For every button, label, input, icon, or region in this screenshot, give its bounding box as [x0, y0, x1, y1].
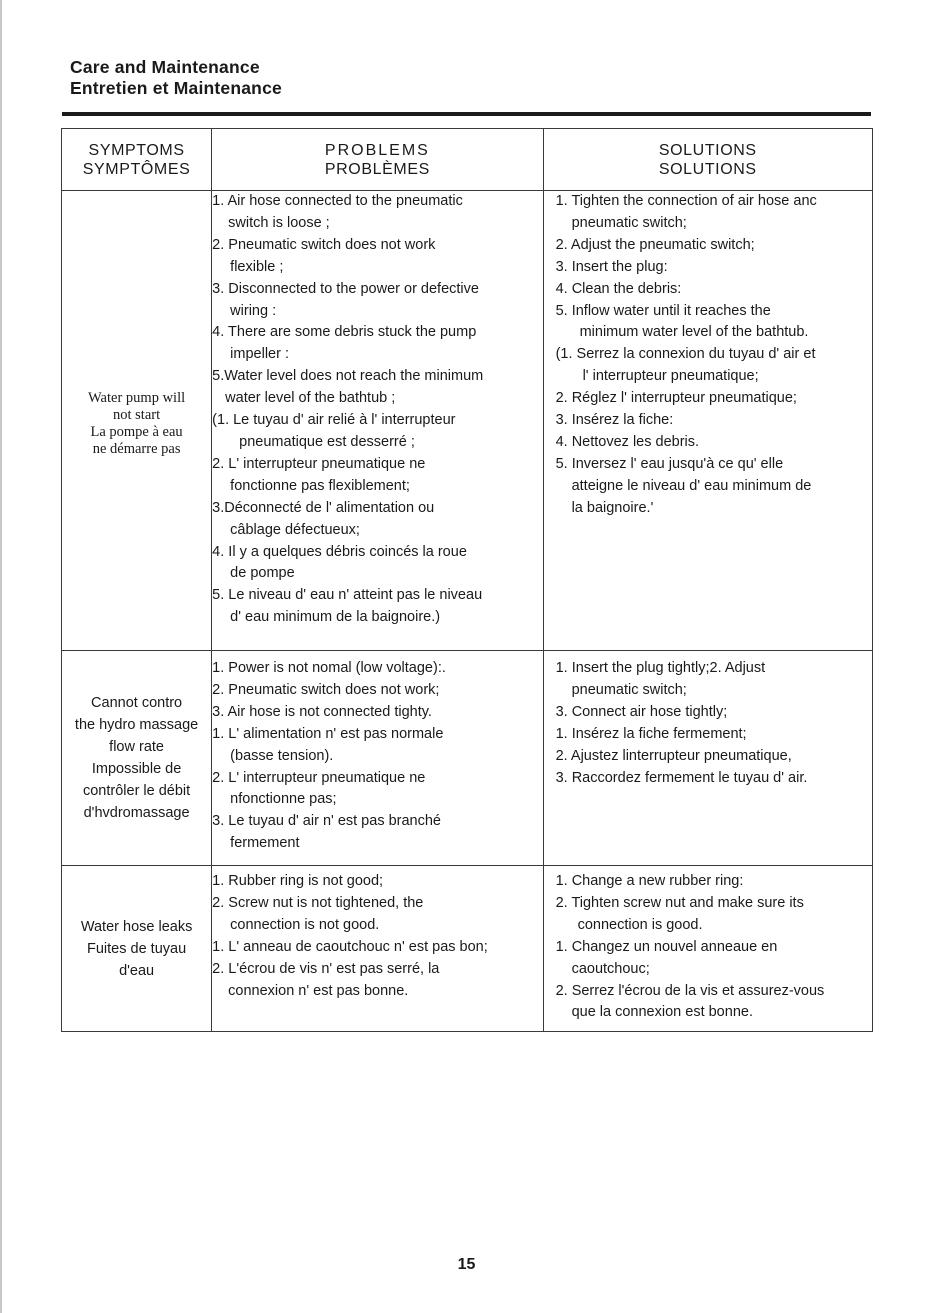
symptom-line: Fuites de tuyau	[87, 940, 187, 957]
problem-line: nfonctionne pas;	[230, 791, 337, 808]
solution-line: atteigne le niveau d' eau minimum de	[571, 477, 812, 494]
title-english: Care and Maintenance	[70, 57, 260, 77]
header-symptoms	[62, 129, 212, 191]
header-symptoms-en: SYMPTOMS	[88, 141, 185, 159]
header-solutions-en: SOLUTIONS	[658, 141, 757, 159]
solution-line: l' interrupteur pneumatique;	[582, 368, 759, 385]
solution-line: minimum water level of the bathtub.	[579, 324, 809, 341]
problem-line: 5. Le niveau d' eau n' atteint pas le niveau	[212, 587, 483, 604]
solution-line: 2. Tighten screw nut and make sure its	[555, 894, 804, 911]
solution-line: pneumatic switch;	[571, 214, 687, 231]
symptom-line: Impossible de	[91, 761, 182, 777]
header-solutions	[543, 129, 872, 191]
symptom-cell	[62, 191, 212, 651]
solution-line: connection is good.	[577, 916, 703, 933]
problem-line: switch is loose ;	[228, 214, 330, 231]
solution-line: 2. Adjust the pneumatic switch;	[555, 236, 755, 253]
solution-line: caoutchouc;	[571, 960, 650, 977]
symptom-cell	[62, 866, 212, 1032]
solution-line: 5. Inflow water until it reaches the	[555, 302, 771, 319]
problem-line: connection is not good.	[230, 916, 380, 933]
header-problems-fr: PROBLÈMES	[324, 160, 430, 178]
solution-line: 1. Change a new rubber ring:	[555, 873, 744, 889]
page-edge-line	[0, 0, 2, 1313]
problem-line: 3. Air hose is not connected tighty.	[212, 703, 432, 720]
table-header-row	[62, 129, 873, 191]
problem-line: 4. Il y a quelques débris coincés la roue	[212, 543, 467, 560]
problem-line: 2. L'écrou de vis n' est pas serré, la	[212, 960, 440, 977]
solution-line: 5. Inversez l' eau jusqu'à ce qu' elle	[555, 455, 784, 472]
solution-line: pneumatic switch;	[571, 681, 687, 698]
solution-line: 4. Clean the debris:	[555, 280, 682, 297]
solution-line: 1. Tighten the connection of air hose anc	[555, 193, 817, 209]
problem-line: câblage défectueux;	[230, 521, 360, 538]
solution-line: 1. Changez un nouvel anneaue en	[555, 938, 778, 955]
solution-line: 1. Insérez la fiche fermement;	[555, 725, 747, 742]
solution-line: que la connexion est bonne.	[571, 1004, 753, 1021]
table-row	[62, 866, 873, 1032]
solution-line: 2. Réglez l' interrupteur pneumatique;	[555, 390, 797, 407]
problem-line: 1. Rubber ring is not good;	[212, 873, 384, 889]
symptom-line: Cannot contro	[91, 695, 183, 711]
title-divider	[62, 112, 871, 116]
header-problems-en: PROBLEMS	[324, 141, 430, 159]
solution-line: 3. Raccordez fermement le tuyau d' air.	[555, 769, 808, 786]
symptom-line: Water hose leaks	[80, 918, 193, 935]
problem-line: 3. Le tuyau d' air n' est pas branché	[212, 813, 441, 830]
solutions-cell	[543, 866, 872, 1032]
problem-line: 3. Disconnected to the power or defective	[212, 280, 479, 297]
solution-line: 3. Connect air hose tightly;	[555, 703, 728, 720]
problem-line: 1. Power is not nomal (low voltage):.	[212, 660, 446, 676]
header-symptoms-fr: SYMPTÔMES	[82, 160, 191, 178]
problem-line: d' eau minimum de la baignoire.)	[230, 609, 441, 626]
symptom-line: La pompe à eau	[90, 424, 183, 440]
problem-line: pneumatique est desserré ;	[239, 433, 415, 450]
problems-cell	[212, 866, 543, 1032]
problem-line: 4. There are some debris stuck the pump	[212, 324, 477, 341]
problem-line: 2. Screw nut is not tightened, the	[212, 894, 424, 911]
symptom-line: Water pump will	[88, 390, 186, 406]
solution-line: 4. Nettovez les debris.	[555, 433, 700, 450]
symptom-line: contrôler le débit	[82, 783, 191, 799]
solution-line: (1. Serrez la connexion du tuyau d' air et	[555, 346, 816, 363]
problem-line: 5.Water level does not reach the minimum	[212, 368, 484, 385]
solution-line: 2. Ajustez linterrupteur pneumatique,	[555, 747, 792, 764]
header-problems	[212, 129, 543, 191]
solution-line: 3. Insérez la fiche:	[555, 412, 674, 429]
header-solutions-fr: SOLUTIONS	[658, 160, 757, 178]
solution-line: 3. Insert the plug:	[555, 258, 668, 275]
problem-line: 1. L' anneau de caoutchouc n' est pas bon;	[212, 938, 488, 955]
symptom-line: the hydro massage	[74, 717, 199, 733]
problems-cell	[212, 191, 543, 651]
problem-line: flexible ;	[230, 258, 284, 275]
problem-line: 1. L' alimentation n' est pas normale	[212, 725, 444, 742]
problem-line: (1. Le tuyau d' air relié à l' interrupteur	[212, 412, 456, 429]
table-row	[62, 651, 873, 866]
symptom-line: ne démarre pas	[92, 441, 181, 457]
solution-line: 2. Serrez l'écrou de la vis et assurez-vous	[555, 982, 825, 999]
problem-line: connexion n' est pas bonne.	[228, 982, 409, 999]
title-french: Entretien et Maintenance	[70, 78, 282, 98]
symptom-line: flow rate	[109, 739, 164, 755]
solution-line: la baignoire.'	[571, 499, 654, 516]
solution-line: 1. Insert the plug tightly;2. Adjust	[555, 660, 766, 676]
problem-line: 1. Air hose connected to the pneumatic	[212, 193, 463, 209]
problem-line: fonctionne pas flexiblement;	[230, 477, 410, 494]
problems-cell	[212, 651, 543, 866]
solutions-cell	[543, 651, 872, 866]
problem-line: wiring :	[230, 302, 277, 319]
problem-line: de pompe	[230, 565, 295, 582]
symptom-cell	[62, 651, 212, 866]
problem-line: 2. L' interrupteur pneumatique ne	[212, 769, 426, 786]
problem-line: 2. Pneumatic switch does not work;	[212, 681, 440, 698]
problem-line: 2. L' interrupteur pneumatique ne	[212, 455, 426, 472]
problem-line: 2. Pneumatic switch does not work	[212, 236, 436, 253]
symptom-line: d'eau	[119, 962, 155, 979]
symptom-line: d'hvdromassage	[83, 805, 190, 821]
troubleshooting-table	[61, 128, 873, 1032]
problem-line: (basse tension).	[230, 747, 334, 764]
problem-line: 3.Déconnecté de l' alimentation ou	[212, 499, 435, 516]
page-title	[70, 57, 282, 99]
problem-line: water level of the bathtub ;	[225, 390, 396, 407]
symptom-line: not start	[113, 407, 161, 423]
solutions-cell	[543, 191, 872, 651]
page-number: 15	[457, 1256, 476, 1273]
problem-line: fermement	[230, 835, 300, 852]
table-row	[62, 191, 873, 651]
problem-line: impeller :	[230, 346, 289, 363]
